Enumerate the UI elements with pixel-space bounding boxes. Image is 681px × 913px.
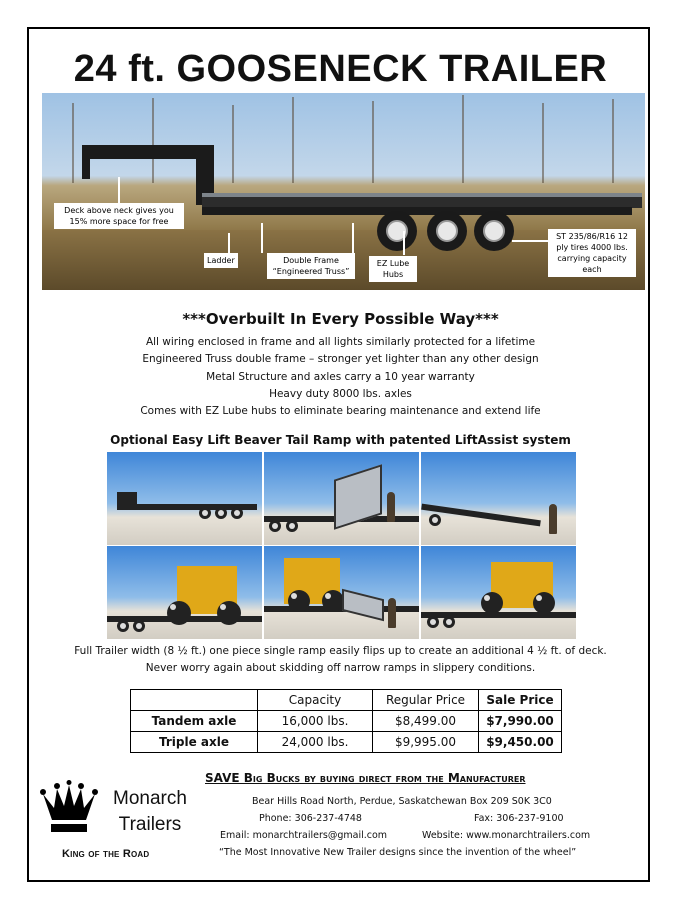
row-label: Tandem axle (131, 711, 258, 732)
slogan-quote: “The Most Innovative New Trailer designs since the invention of the wheel” (219, 847, 577, 858)
gooseneck (82, 145, 208, 159)
page-title: 24 ft. GOOSENECK TRAILER (73, 48, 608, 90)
table-row (131, 732, 562, 753)
trailer-wheel (474, 211, 514, 251)
table-row (131, 711, 562, 732)
ramp-photo-4 (107, 546, 262, 639)
email: Email: monarchtrailers@gmail.com (220, 830, 388, 841)
brand-line: Monarch (113, 788, 187, 809)
callout-lube: EZ Lube Hubs (369, 256, 417, 282)
brand-name (108, 786, 192, 838)
capacity-cell: 24,000 lbs. (258, 732, 373, 753)
trailer-wheel (377, 211, 417, 251)
headline: ***Overbuilt In Every Possible Way*** (182, 310, 499, 328)
feature-list (0, 334, 681, 420)
ramp-photo-5 (264, 546, 419, 639)
price-table (130, 689, 562, 753)
caption-line: Full Trailer width (8 ½ ft.) one piece single ramp easily flips up to create an additional 4 ½ ft. of deck. (74, 645, 607, 657)
table-header-row (131, 690, 562, 711)
regular-price-cell: $8,499.00 (373, 711, 479, 732)
row-label: Triple axle (131, 732, 258, 753)
callout-tires: ST 235/86/R16 12 ply tires 4000 lbs. carrying capacity each (548, 229, 636, 277)
trailer-wheel (427, 211, 467, 251)
header-cell: Sale Price (479, 690, 562, 711)
trailer-hero-photo (42, 93, 645, 290)
sale-price-cell: $9,450.00 (479, 732, 562, 753)
crown-icon (40, 780, 98, 834)
callout-deck: Deck above neck gives you 15% more space for free (54, 203, 184, 229)
brand-tagline: King of the Road (62, 848, 150, 860)
capacity-cell: 16,000 lbs. (258, 711, 373, 732)
ramp-heading: Optional Easy Lift Beaver Tail Ramp with patented LiftAssist system (110, 433, 571, 447)
ramp-photo-2 (264, 452, 419, 545)
feature-item: Engineered Truss double frame – stronger yet lighter than any other design (142, 353, 539, 366)
website: Website: www.monarchtrailers.com (422, 830, 591, 841)
sale-price-cell: $7,990.00 (479, 711, 562, 732)
ramp-caption (0, 643, 681, 677)
feature-item: Heavy duty 8000 lbs. axles (269, 387, 412, 400)
ramp-photo-1 (107, 452, 262, 545)
ramp-photo-6 (421, 546, 576, 639)
trailer-deck (202, 193, 642, 208)
brand-line: Trailers (118, 814, 182, 835)
feature-item: All wiring enclosed in frame and all lights similarly protected for a lifetime (145, 336, 536, 348)
regular-price-cell: $9,995.00 (373, 732, 479, 753)
caption-line: Never worry again about skidding off narrow ramps in slippery conditions. (145, 662, 536, 674)
header-cell: Regular Price (373, 690, 479, 711)
header-cell (131, 690, 258, 711)
callout-ladder: Ladder (204, 253, 238, 268)
callout-frame: Double Frame “Engineered Truss” (267, 253, 355, 279)
header-cell: Capacity (258, 690, 373, 711)
fax: Fax: 306-237-9100 (474, 813, 564, 824)
address: Bear Hills Road North, Perdue, Saskatchewan Box 209 S0K 3C0 (252, 796, 552, 807)
ramp-photo-3 (421, 452, 576, 545)
phone: Phone: 306-237-4748 (259, 813, 362, 824)
feature-item: Comes with EZ Lube hubs to eliminate bearing maintenance and extend life (140, 405, 541, 418)
feature-item: Metal Structure and axles carry a 10 year warranty (206, 370, 475, 383)
save-banner: SAVE Big Bucks by buying direct from the Manufacturer (205, 771, 526, 785)
